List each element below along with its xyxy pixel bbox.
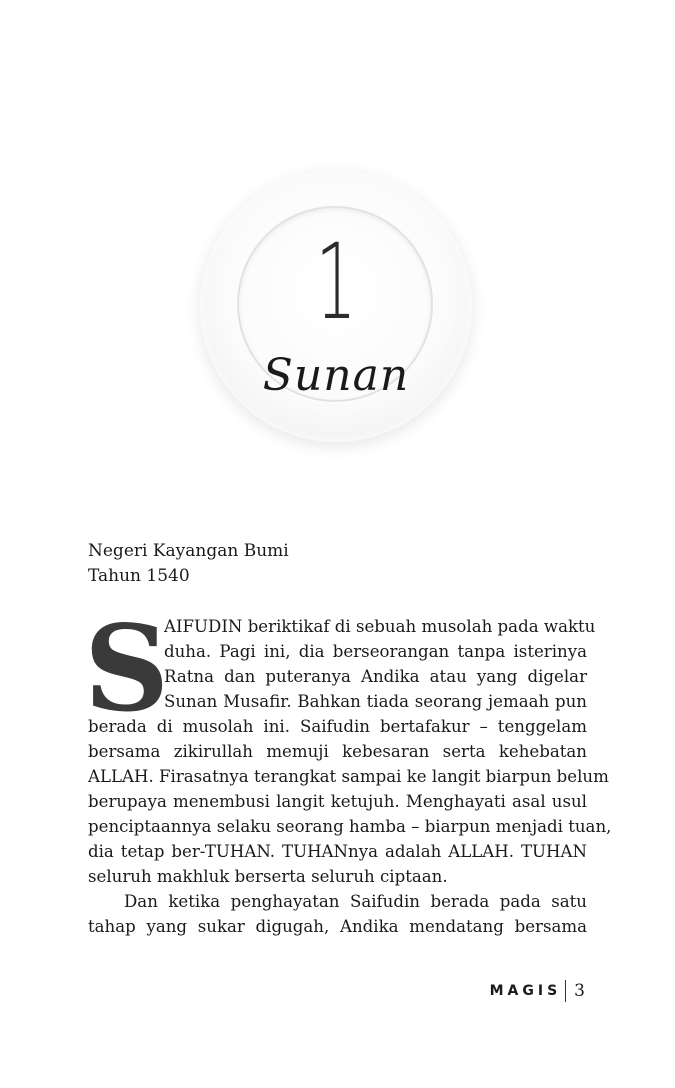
text-line: Ratna dan puteranya Andika atau yang digelar <box>164 667 587 686</box>
text-line: Sunan Musafir. Bahkan tiada seorang jemaah pun <box>164 692 587 711</box>
footer-divider <box>565 980 566 1002</box>
text-line: berada di musolah ini. Saifudin bertafakur – tenggelam <box>88 717 587 736</box>
text-line: ALLAH. Firasatnya terangkat sampai ke langit biarpun belum <box>88 767 609 786</box>
text-line: Dan ketika penghayatan Saifudin berada pada satu <box>124 892 587 911</box>
setting-heading <box>88 539 289 589</box>
chapter-emblem <box>200 170 472 442</box>
year-line: Tahun 1540 <box>88 566 190 586</box>
chapter-number: 1 <box>315 221 357 343</box>
text-line: duha. Pagi ini, dia berseorangan tanpa isterinya <box>164 642 587 661</box>
text-line: tahap yang sukar digugah, Andika mendatang bersama <box>88 917 587 936</box>
chapter-title: Sunan <box>262 350 410 401</box>
text-line: seluruh makhluk berserta seluruh ciptaan. <box>88 867 448 886</box>
text-line: penciptaannya selaku seorang hamba – biarpun menjadi tuan, <box>88 817 612 836</box>
text-line: AIFUDIN beriktikaf di sebuah musolah pada waktu <box>164 617 596 636</box>
text-line: dia tetap ber-TUHAN. TUHANnya adalah ALLAH. TUHAN <box>88 842 587 861</box>
text-line: bersama zikirullah memuji kebesaran serta kehebatan <box>88 742 587 761</box>
paragraph-2 <box>88 889 587 939</box>
page-number: 3 <box>574 981 585 1001</box>
text-line: berupaya menembusi langit ketujuh. Menghayati asal usul <box>88 792 587 811</box>
body-text <box>84 599 612 939</box>
location-line: Negeri Kayangan Bumi <box>88 541 289 561</box>
running-head: MAGIS <box>489 983 562 999</box>
drop-cap: S <box>84 599 170 738</box>
page-footer <box>490 979 585 1003</box>
